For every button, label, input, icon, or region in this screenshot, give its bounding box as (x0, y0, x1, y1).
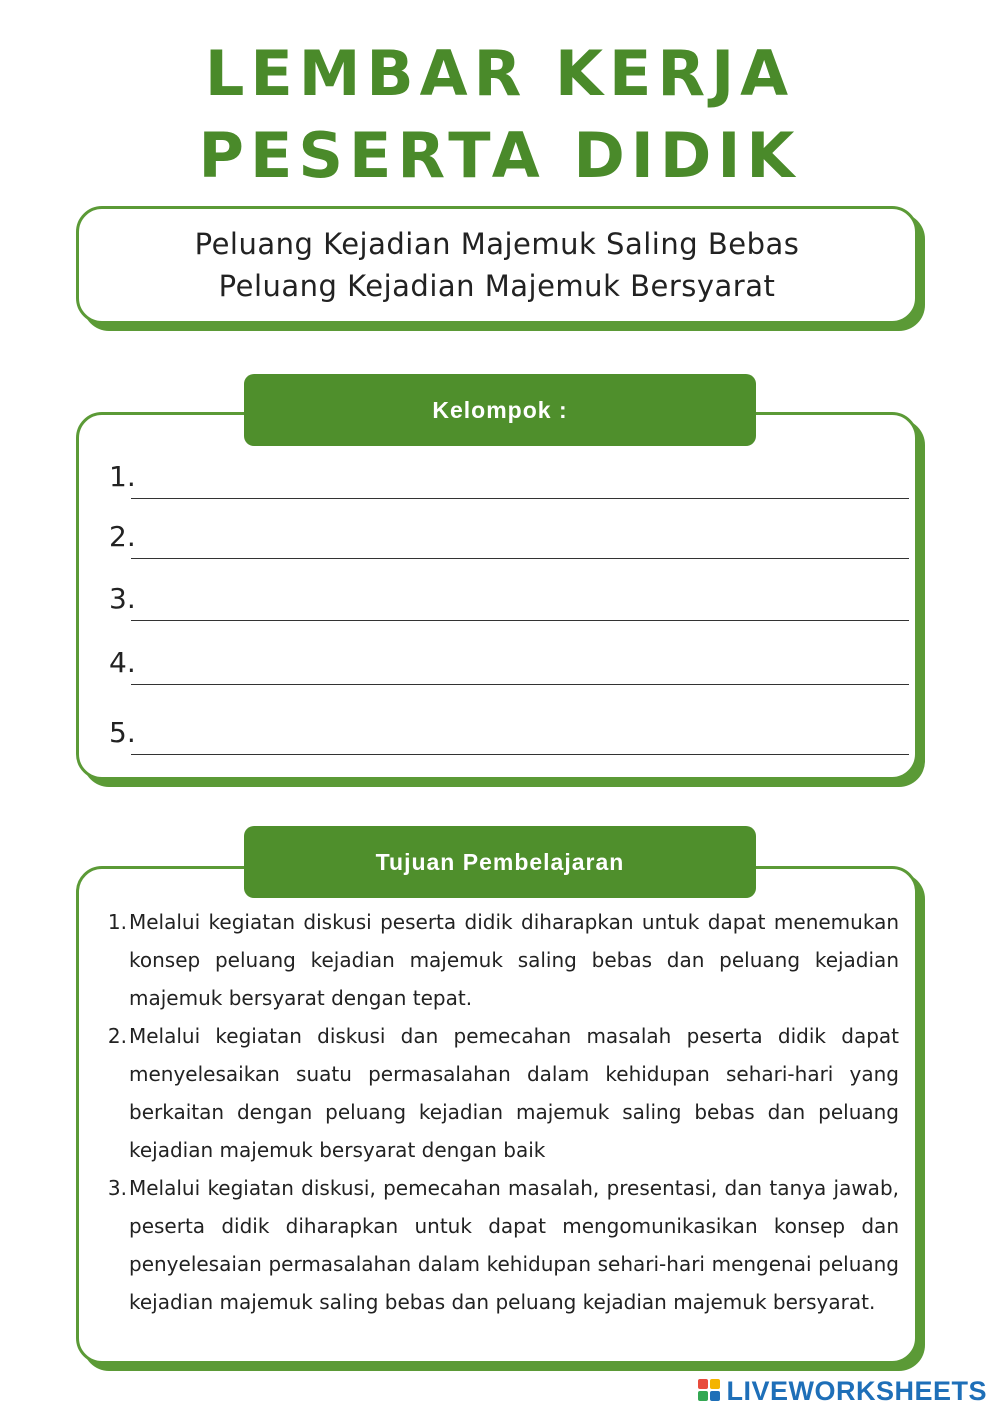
goal-item (105, 1017, 899, 1169)
goal-text: Melalui kegiatan diskusi, pemecahan masalah, presentasi, dan tanya jawab, peserta didik diharapkan untuk dapat mengomunikasikan konsep dan penyelesaian permasalahan dalam kehidupan sehari-hari mengenai peluang kejadian majemuk saling bebas dan peluang kejadian majemuk bersyarat. (129, 1176, 899, 1314)
subtitle-line2: Peluang Kejadian Majemuk Bersyarat (218, 269, 776, 303)
goal-text: Melalui kegiatan diskusi dan pemecahan masalah peserta didik dapat menyelesaikan suatu permasalahan dalam kehidupan sehari-hari yang berkaitan dengan peluang kejadian majemuk saling bebas dan peluang kejadian majemuk bersyarat dengan baik (129, 1024, 899, 1162)
member-row[interactable] (109, 499, 909, 559)
group-label: Kelompok : (244, 374, 756, 446)
goals-label: Tujuan Pembelajaran (244, 826, 756, 898)
goal-item (105, 1169, 899, 1321)
member-input-line[interactable] (131, 620, 909, 621)
member-number: 2. (109, 520, 136, 553)
goals-list (105, 903, 899, 1321)
member-row[interactable] (109, 625, 909, 685)
goal-number: 3. (107, 1176, 127, 1200)
goal-item (105, 903, 899, 1017)
group-card (76, 412, 918, 780)
member-input-line[interactable] (131, 684, 909, 685)
member-number: 1. (109, 460, 136, 493)
page-title-line1: LEMBAR KERJA (204, 37, 795, 110)
subtitle-card (76, 206, 918, 324)
goals-card (76, 866, 918, 1364)
member-number: 5. (109, 716, 136, 749)
liveworksheets-logo-icon (698, 1379, 720, 1403)
member-row[interactable] (109, 695, 909, 755)
goal-number: 2. (107, 1024, 127, 1048)
member-number: 3. (109, 582, 136, 615)
member-row[interactable] (109, 439, 909, 499)
member-number: 4. (109, 646, 136, 679)
page-title-line2: PESERTA DIDIK (198, 119, 801, 192)
member-input-line[interactable] (131, 558, 909, 559)
goal-text: Melalui kegiatan diskusi peserta didik diharapkan untuk dapat menemukan konsep peluang kejadian majemuk saling bebas dan peluang kejadian majemuk bersyarat dengan tepat. (129, 910, 899, 1010)
brand-name: LIVEWORKSHEETS (726, 1375, 987, 1406)
member-row[interactable] (109, 561, 909, 621)
subtitle-line1: Peluang Kejadian Majemuk Saling Bebas (194, 227, 800, 261)
brand-watermark (698, 1376, 987, 1406)
member-input-line[interactable] (131, 754, 909, 755)
goal-number: 1. (107, 910, 127, 934)
